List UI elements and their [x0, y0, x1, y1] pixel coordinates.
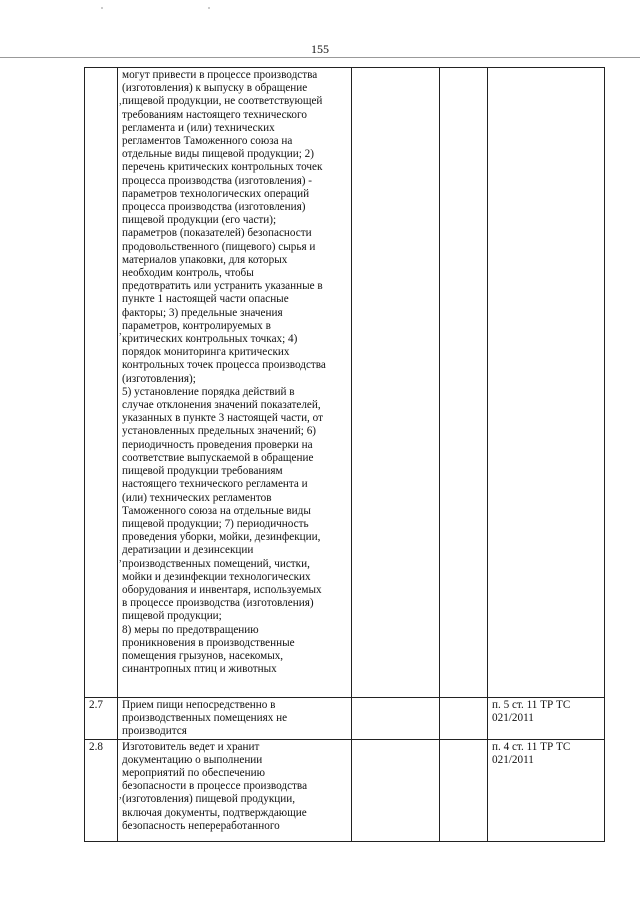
requirement-text-cell: Прием пищи непосредственно в производственных помещениях не производится — [118, 698, 352, 740]
empty-cell — [352, 739, 440, 841]
item-number-cell: 2.7 — [85, 698, 118, 740]
margin-mark: , — [119, 95, 122, 107]
requirement-text-cell: могут привести в процессе производства (изготовления) к выпуску в обращение пищевой продукции, не соответствующей требованиям настоящего технического регламента и (или) технических регламентов Таможенного союза на отдельные виды пищевой продукции; 2) перечень критических контрольных точек процесса производства (изготовления) - параметров технологических операций процесса производства (изготовления) пищевой продукции (его части); параметров (показателей) безопасности продовольственного (пищевого) сырья и материалов упаковки, для которых необходим контроль, чтобы предотвратить или устранить указанные в пункте 1 настоящей части опасные факторы; 3) предельные значения параметров, контролируемых в критических контрольных точках; 4) порядок мониторинга критических контрольных точек процесса производства (изготовления); 5) установление порядка действий в случае отклонения значений показателей, указанных в пункте 3 настоящей части, от установленных предельных значений; 6) периодичность проведения проверки на соответствие выпускаемой в обращение пищевой продукции требованиям настоящего технического регламента и (или) технических регламентов Таможенного союза на отдельные виды пищевой продукции; 7) периодичность проведения уборки, мойки, дезинфекции, дератизации и дезинсекции производственных помещений, чистки, мойки и дезинфекции технологических оборудования и инвентаря, используемых в процессе производства (изготовления) пищевой продукции; 8) меры по предотвращению проникновения в производственные помещения грызунов, насекомых, синантропных птиц и животных — [118, 68, 352, 698]
checklist-table — [84, 67, 605, 842]
scan-speck — [101, 7, 103, 9]
empty-cell — [440, 739, 488, 841]
item-number-cell — [85, 68, 118, 698]
empty-cell — [352, 698, 440, 740]
reference-cell: п. 4 ст. 11 ТР ТС 021/2011 — [488, 739, 605, 841]
scan-speck — [208, 7, 210, 9]
reference-cell: п. 5 ст. 11 ТР ТС 021/2011 — [488, 698, 605, 740]
requirement-text-cell: Изготовитель ведет и хранит документацию о выполнении мероприятий по обеспечению безопасности в процессе производства (изготовления) пищевой продукции, включая документы, подтверждающие безопасность непереработанного — [118, 739, 352, 841]
table-row — [85, 739, 605, 841]
margin-mark: , — [119, 552, 122, 564]
table-row — [85, 698, 605, 740]
table-row — [85, 68, 605, 698]
reference-cell — [488, 68, 605, 698]
empty-cell — [440, 68, 488, 698]
margin-mark: , — [119, 325, 122, 337]
page-number: 155 — [311, 42, 329, 56]
item-number-cell: 2.8 — [85, 739, 118, 841]
empty-cell — [352, 68, 440, 698]
empty-cell — [440, 698, 488, 740]
header-rule — [0, 57, 640, 58]
margin-mark: , — [119, 789, 122, 801]
